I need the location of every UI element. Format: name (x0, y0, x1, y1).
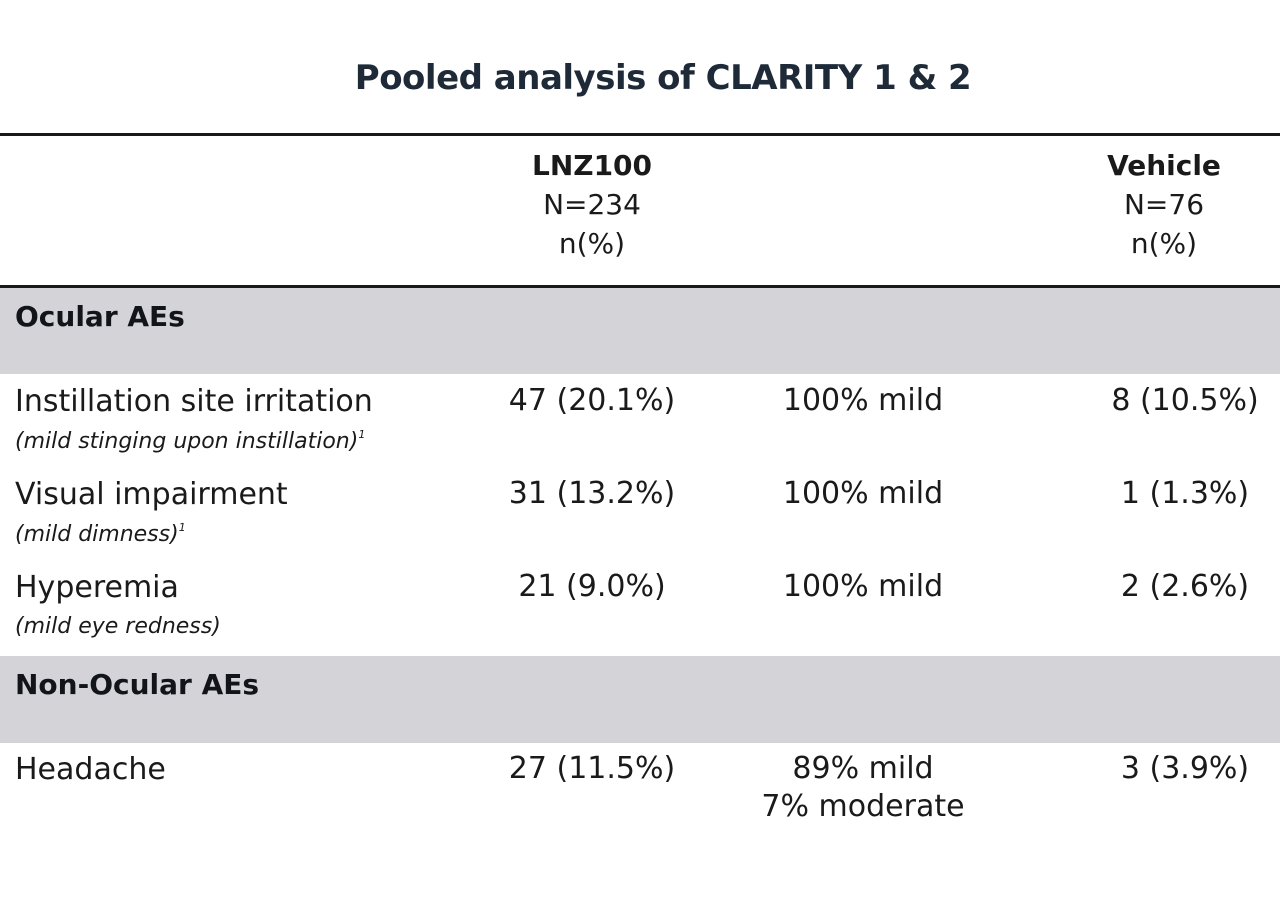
ae-note: (mild stinging upon instillation)$^1$ (15, 428, 366, 454)
severity-value: 100% mild (782, 476, 944, 511)
severity-value: 100% mild (782, 383, 944, 418)
section-header-ocular (0, 288, 1280, 374)
ae-name: Instillation site irritation (15, 384, 373, 419)
ae-name: Hyperemia (15, 570, 179, 605)
vehicle-value: 3 (3.9%) (1120, 751, 1250, 786)
vehicle-value: 8 (10.5%) (1111, 383, 1259, 418)
severity-value: 100% mild (782, 569, 944, 604)
column-header-vehicle (1064, 146, 1264, 263)
footnote-ref: 1 (358, 428, 366, 441)
ae-name: Headache (15, 752, 166, 787)
column-header-lnz100 (492, 146, 692, 263)
lnz-value: 21 (9.0%) (518, 569, 666, 604)
section-label: Non-Ocular AEs (15, 668, 260, 701)
lnz-value: 47 (20.1%) (508, 383, 676, 418)
table-row (0, 475, 1280, 565)
ae-note: (mild eye redness) (15, 614, 221, 639)
table-row (0, 568, 1280, 658)
vehicle-value: 1 (1.3%) (1120, 476, 1250, 511)
column-header-name: LNZ100 (531, 149, 653, 182)
ae-name: Visual impairment (15, 477, 288, 512)
column-header-name: Vehicle (1107, 149, 1221, 182)
table-top-rule (0, 133, 1280, 136)
column-header-n: N=76 (1123, 188, 1205, 221)
severity-value: 89% mild 7% moderate (761, 751, 965, 824)
page-title: Pooled analysis of CLARITY 1 & 2 (354, 58, 972, 98)
section-label: Ocular AEs (15, 300, 185, 333)
section-header-non-ocular (0, 656, 1280, 743)
vehicle-value: 2 (2.6%) (1120, 569, 1250, 604)
column-header-unit: n(%) (558, 227, 626, 260)
lnz-value: 27 (11.5%) (508, 751, 676, 786)
table-row (0, 382, 1280, 472)
table-row (0, 750, 1280, 840)
column-header-unit: n(%) (1130, 227, 1198, 260)
lnz-value: 31 (13.2%) (508, 476, 676, 511)
column-header-n: N=234 (543, 188, 641, 221)
ae-note: (mild dimness)$^1$ (15, 521, 186, 547)
footnote-ref: 1 (178, 521, 186, 534)
